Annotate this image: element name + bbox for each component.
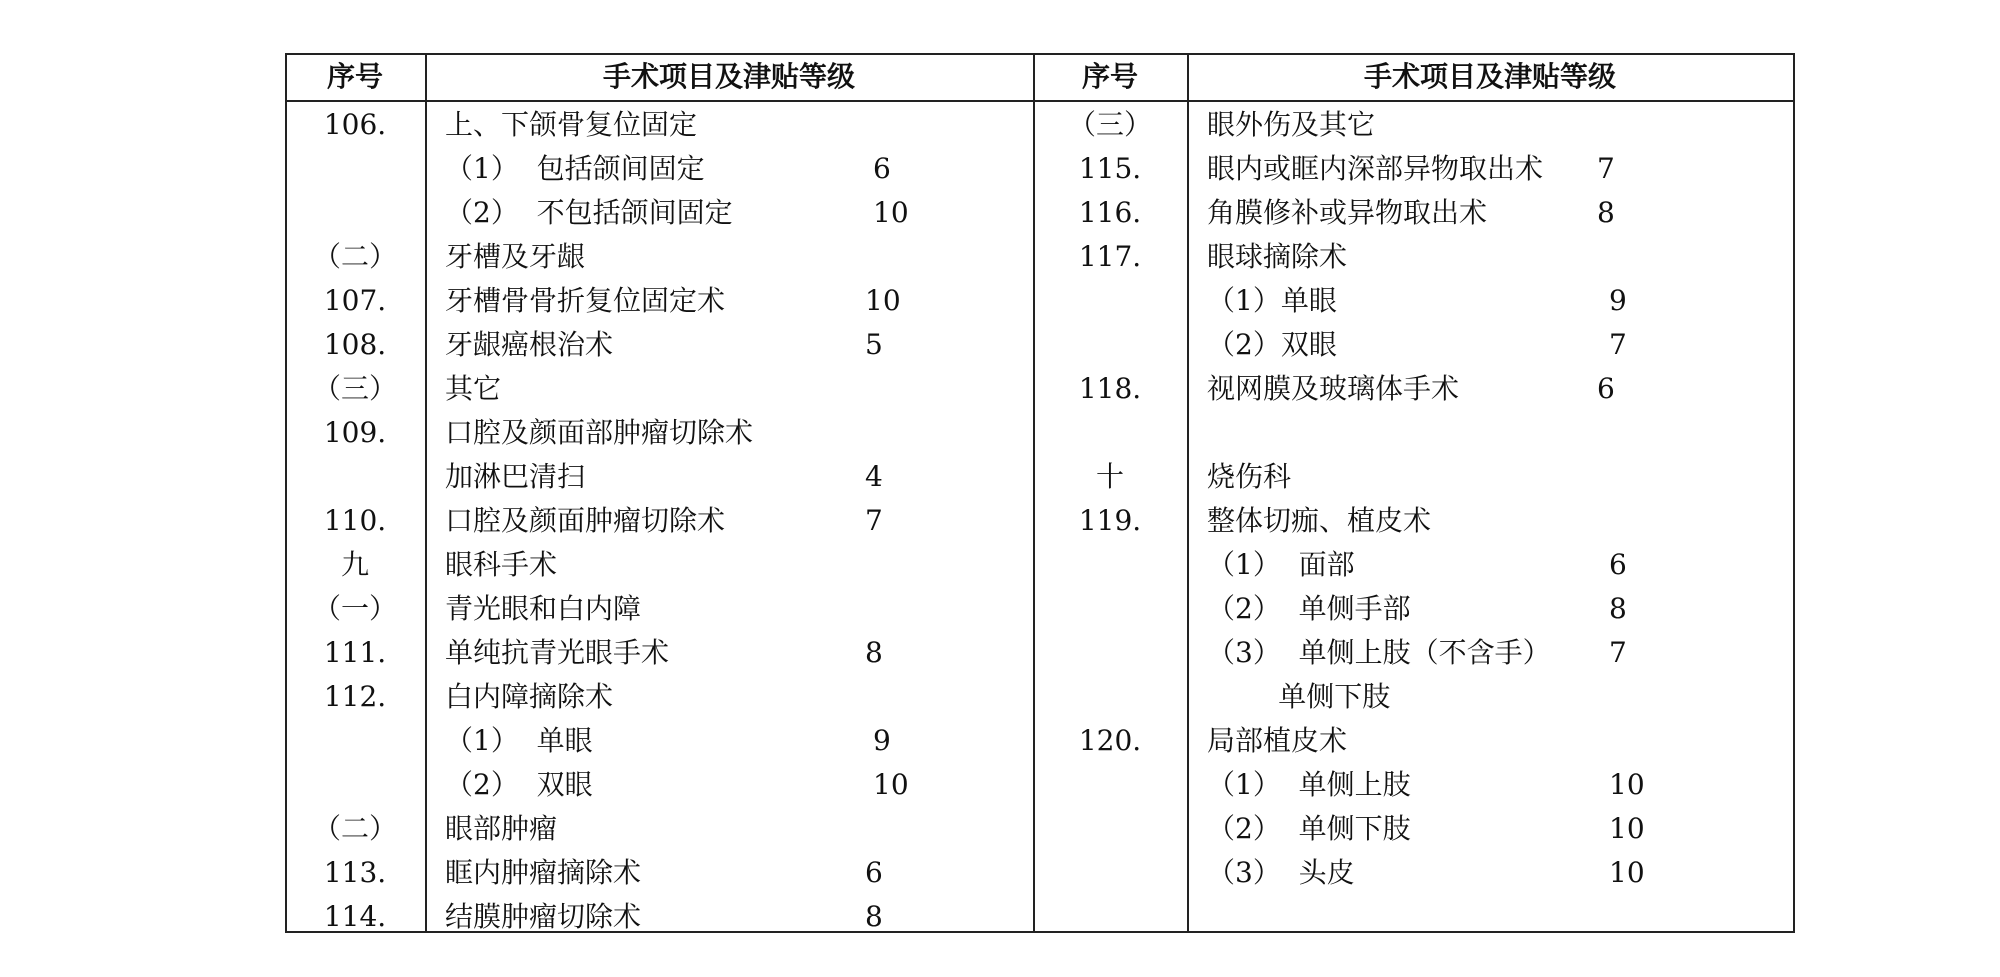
- table-row: [285, 191, 1795, 235]
- row-grade: 7: [865, 504, 883, 537]
- row-grade: 6: [1597, 372, 1615, 405]
- row-item: 眼内或眶内深部异物取出术: [1207, 152, 1544, 185]
- row-grade: 6: [865, 856, 883, 889]
- row-item: 烧伤科: [1207, 460, 1292, 493]
- row-seq: 113.: [323, 856, 387, 889]
- row-item: 白内障摘除术: [445, 680, 614, 713]
- row-item: （3） 头皮: [1207, 856, 1355, 889]
- row-seq: 111.: [323, 636, 387, 669]
- table-row: [285, 235, 1795, 279]
- row-seq: 107.: [323, 284, 387, 317]
- row-grade: 9: [873, 724, 891, 757]
- row-seq: 115.: [1078, 152, 1142, 185]
- table-row: [285, 103, 1795, 147]
- table-row: [285, 675, 1795, 719]
- row-seq: （三）: [312, 372, 397, 405]
- row-seq: 九: [340, 548, 369, 581]
- row-item: 眶内肿瘤摘除术: [445, 856, 642, 889]
- row-item: （3） 单侧上肢（不含手）: [1207, 636, 1551, 669]
- row-item: （1） 面部: [1207, 548, 1355, 581]
- table-row: [285, 323, 1795, 367]
- row-grade: 10: [873, 768, 909, 801]
- table-row: [285, 499, 1795, 543]
- row-item: （1）单眼: [1207, 284, 1337, 317]
- table-row: [285, 587, 1795, 631]
- row-item: 口腔及颜面肿瘤切除术: [445, 504, 726, 537]
- row-grade: 5: [865, 328, 883, 361]
- row-grade: 6: [1609, 548, 1627, 581]
- row-seq: 116.: [1078, 196, 1142, 229]
- row-item: 结膜肿瘤切除术: [445, 900, 642, 933]
- row-item: 口腔及颜面部肿瘤切除术: [445, 416, 754, 449]
- row-grade: 6: [873, 152, 891, 185]
- left-item-header: 手术项目及津贴等级: [602, 60, 855, 93]
- surgery-allowance-table: [285, 53, 1795, 933]
- table-row: [285, 807, 1795, 851]
- table-row: [285, 763, 1795, 807]
- row-item: （1） 单侧上肢: [1207, 768, 1411, 801]
- row-seq: 112.: [323, 680, 387, 713]
- row-item: 眼部肿瘤: [445, 812, 558, 845]
- header-divider: [285, 100, 1795, 102]
- row-item: 单侧下肢: [1207, 680, 1391, 713]
- row-grade: 8: [865, 636, 883, 669]
- row-item: 眼外伤及其它: [1207, 108, 1376, 141]
- row-seq: 118.: [1078, 372, 1142, 405]
- table-row: [285, 851, 1795, 895]
- row-item: 加淋巴清扫: [445, 460, 586, 493]
- row-grade: 8: [1609, 592, 1627, 625]
- row-item: （2） 单侧下肢: [1207, 812, 1411, 845]
- row-item: 上、下颌骨复位固定: [445, 108, 698, 141]
- row-grade: 9: [1609, 284, 1627, 317]
- row-item: 眼科手术: [445, 548, 558, 581]
- row-item: （2） 双眼: [445, 768, 593, 801]
- row-seq: 120.: [1078, 724, 1142, 757]
- table-row: [285, 411, 1795, 455]
- row-grade: 10: [1609, 812, 1645, 845]
- row-seq: 十: [1095, 460, 1124, 493]
- row-grade: 8: [1597, 196, 1615, 229]
- table-row: [285, 279, 1795, 323]
- row-seq: 106.: [323, 108, 387, 141]
- row-seq: 108.: [323, 328, 387, 361]
- table-row: [285, 455, 1795, 499]
- table-row: [285, 367, 1795, 411]
- row-seq: 114.: [323, 900, 387, 933]
- row-item: 整体切痂、植皮术: [1207, 504, 1432, 537]
- row-grade: 7: [1609, 636, 1627, 669]
- row-grade: 10: [865, 284, 901, 317]
- row-seq: （二）: [312, 812, 397, 845]
- row-seq: 110.: [323, 504, 387, 537]
- row-seq: 119.: [1078, 504, 1142, 537]
- row-item: （1） 单眼: [445, 724, 593, 757]
- row-item: 角膜修补或异物取出术: [1207, 196, 1488, 229]
- row-grade: 7: [1597, 152, 1615, 185]
- right-item-header: 手术项目及津贴等级: [1363, 60, 1616, 93]
- table-row: [285, 895, 1795, 939]
- row-item: 视网膜及玻璃体手术: [1207, 372, 1460, 405]
- row-grade: 8: [865, 900, 883, 933]
- row-grade: 4: [865, 460, 883, 493]
- row-item: 眼球摘除术: [1207, 240, 1348, 273]
- row-seq: （一）: [312, 592, 397, 625]
- table-row: [285, 543, 1795, 587]
- row-item: （2）双眼: [1207, 328, 1337, 361]
- row-item: （2） 不包括颌间固定: [445, 196, 733, 229]
- row-grade: 10: [1609, 768, 1645, 801]
- row-item: 牙龈癌根治术: [445, 328, 614, 361]
- row-seq: （二）: [312, 240, 397, 273]
- right-seq-header: 序号: [1081, 60, 1138, 93]
- row-seq: 109.: [323, 416, 387, 449]
- row-item: 局部植皮术: [1207, 724, 1348, 757]
- row-grade: 10: [1609, 856, 1645, 889]
- table-row: [285, 719, 1795, 763]
- row-item: 其它: [445, 372, 502, 405]
- left-seq-header: 序号: [326, 60, 383, 93]
- row-grade: 10: [873, 196, 909, 229]
- row-item: （2） 单侧手部: [1207, 592, 1411, 625]
- row-grade: 7: [1609, 328, 1627, 361]
- row-seq: （三）: [1067, 108, 1152, 141]
- row-item: 牙槽及牙龈: [445, 240, 586, 273]
- row-item: （1） 包括颌间固定: [445, 152, 705, 185]
- row-item: 单纯抗青光眼手术: [445, 636, 670, 669]
- table-row: [285, 631, 1795, 675]
- row-item: 青光眼和白内障: [445, 592, 642, 625]
- row-item: 牙槽骨骨折复位固定术: [445, 284, 726, 317]
- table-row: [285, 147, 1795, 191]
- row-seq: 117.: [1078, 240, 1142, 273]
